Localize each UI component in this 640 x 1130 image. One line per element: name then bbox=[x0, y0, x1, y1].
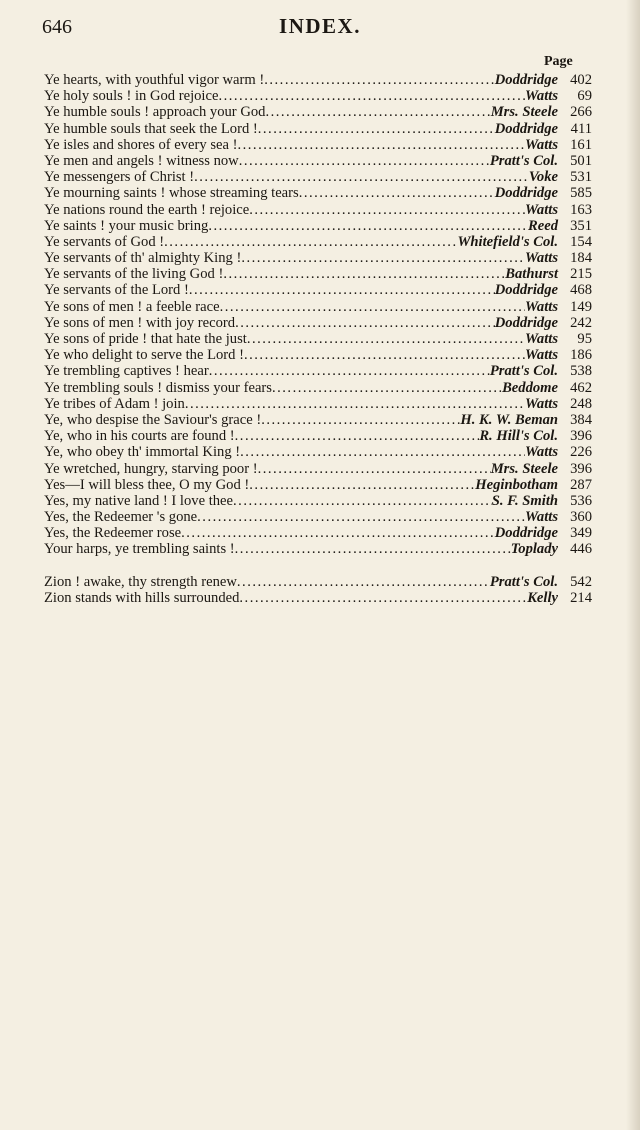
index-entry bbox=[44, 396, 592, 412]
hymn-first-line: Ye nations round the earth ! rejoice bbox=[44, 201, 250, 218]
dot-leader bbox=[194, 169, 529, 185]
dot-leader bbox=[299, 185, 495, 201]
hymn-author: Watts bbox=[525, 347, 558, 364]
index-entry bbox=[44, 185, 592, 201]
hymn-page-number: 538 bbox=[570, 363, 592, 380]
hymn-first-line: Ye servants of God ! bbox=[44, 233, 165, 250]
index-entry bbox=[44, 137, 592, 153]
hymn-first-line: Ye saints ! your music bring bbox=[44, 217, 209, 234]
dot-leader bbox=[208, 218, 528, 234]
index-entry bbox=[44, 299, 592, 315]
index-entry bbox=[44, 574, 592, 590]
hymn-first-line: Ye, who despise the Saviour's grace ! bbox=[44, 411, 262, 428]
index-entry bbox=[44, 218, 592, 234]
hymn-first-line: Yes—I will bless thee, O my God ! bbox=[44, 476, 250, 493]
page-column-label: Page bbox=[544, 54, 573, 69]
hymn-page-number: 154 bbox=[570, 233, 592, 250]
dot-leader bbox=[209, 363, 490, 379]
hymn-page-number: 226 bbox=[570, 444, 592, 461]
index-entry bbox=[44, 331, 592, 347]
index-entry bbox=[44, 590, 592, 606]
dot-leader bbox=[237, 574, 490, 590]
hymn-page-number: 446 bbox=[570, 541, 592, 558]
dot-leader bbox=[265, 104, 490, 120]
dot-leader bbox=[223, 266, 505, 282]
hymn-author: Pratt's Col. bbox=[489, 573, 558, 590]
index-entry bbox=[44, 266, 592, 282]
index-entry bbox=[44, 363, 592, 379]
index-entry bbox=[44, 315, 592, 331]
dot-leader bbox=[220, 299, 525, 315]
dot-leader bbox=[258, 121, 495, 137]
group-separator bbox=[44, 558, 592, 574]
hymn-first-line: Ye mourning saints ! whose streaming tears bbox=[44, 185, 299, 202]
hymn-author: Doddridge bbox=[494, 314, 558, 331]
hymn-author: Doddridge bbox=[494, 525, 558, 542]
dot-leader bbox=[218, 88, 525, 104]
hymn-first-line: Ye servants of the living God ! bbox=[44, 266, 224, 283]
dot-leader bbox=[233, 493, 492, 509]
hymn-author: Mrs. Steele bbox=[490, 460, 558, 477]
hymn-first-line: Ye trembling souls ! dismiss your fears bbox=[44, 379, 272, 396]
hymn-first-line: Yes, the Redeemer rose bbox=[44, 525, 182, 542]
hymn-page-number: 248 bbox=[570, 395, 592, 412]
index-entry bbox=[44, 153, 592, 169]
hymn-author: Voke bbox=[528, 169, 558, 186]
hymn-first-line: Ye servants of the Lord ! bbox=[44, 282, 189, 299]
hymn-author: Watts bbox=[525, 509, 558, 526]
hymn-page-number: 351 bbox=[570, 217, 592, 234]
hymn-author: Mrs. Steele bbox=[490, 104, 558, 121]
hymn-page-number: 242 bbox=[570, 314, 592, 331]
hymn-first-line: Ye, who obey th' immortal King ! bbox=[44, 444, 241, 461]
hymn-author: Doddridge bbox=[494, 282, 558, 299]
index-entry bbox=[44, 412, 592, 428]
hymn-author: Doddridge bbox=[494, 72, 558, 88]
hymn-page-number: 349 bbox=[570, 525, 592, 542]
hymn-author: Whitefield's Col. bbox=[457, 233, 558, 250]
hymn-first-line: Ye wretched, hungry, starving poor ! bbox=[44, 460, 258, 477]
dot-leader bbox=[189, 282, 495, 298]
dot-leader bbox=[235, 315, 495, 331]
hymn-author: Kelly bbox=[527, 589, 558, 606]
hymn-page-number: 468 bbox=[570, 282, 592, 299]
dot-leader bbox=[261, 412, 460, 428]
hymn-first-line: Ye, who in his courts are found ! bbox=[44, 428, 235, 445]
hymn-author: Pratt's Col. bbox=[489, 363, 558, 380]
dot-leader bbox=[235, 541, 511, 557]
hymn-author: Heginbotham bbox=[475, 476, 558, 493]
hymn-page-number: 462 bbox=[570, 379, 592, 396]
index-entry bbox=[44, 121, 592, 137]
hymn-author: Toplady bbox=[510, 541, 558, 558]
hymn-author: Bathurst bbox=[505, 266, 558, 283]
index-entry bbox=[44, 234, 592, 250]
hymn-author: Watts bbox=[525, 331, 558, 347]
dot-leader bbox=[181, 525, 495, 541]
index-entry bbox=[44, 347, 592, 363]
hymn-page-number: 161 bbox=[570, 136, 592, 153]
page-edge-shadow bbox=[626, 0, 640, 1130]
hymn-first-line: Ye humble souls that seek the Lord ! bbox=[44, 120, 258, 137]
dot-leader bbox=[247, 331, 525, 347]
index-entry bbox=[44, 250, 592, 266]
hymn-page-number: 214 bbox=[570, 589, 592, 606]
hymn-first-line: Ye isles and shores of every sea ! bbox=[44, 136, 238, 153]
hymn-page-number: 360 bbox=[570, 509, 592, 526]
hymn-page-number: 266 bbox=[570, 104, 592, 121]
hymn-author: R. Hill's Col. bbox=[479, 428, 558, 445]
dot-leader bbox=[249, 477, 475, 493]
hymn-page-number: 396 bbox=[570, 460, 592, 477]
hymn-author: Watts bbox=[525, 298, 558, 315]
hymn-first-line: Your harps, ye trembling saints ! bbox=[44, 541, 235, 558]
page-title: INDEX. bbox=[279, 14, 361, 38]
index-entry bbox=[44, 428, 592, 444]
hymn-page-number: 163 bbox=[570, 201, 592, 218]
hymn-page-number: 184 bbox=[570, 250, 592, 267]
hymn-author: Watts bbox=[525, 88, 558, 105]
hymn-page-number: 95 bbox=[577, 331, 592, 347]
hymn-first-line: Zion stands with hills surrounded bbox=[44, 589, 240, 606]
hymn-page-number: 215 bbox=[570, 266, 592, 283]
hymn-page-number: 501 bbox=[570, 152, 592, 169]
index-entry bbox=[44, 541, 592, 557]
hymn-author: Watts bbox=[525, 250, 558, 267]
hymn-author: Watts bbox=[525, 136, 558, 153]
hymn-first-line: Zion ! awake, thy strength renew bbox=[44, 573, 237, 590]
dot-leader bbox=[237, 137, 525, 153]
index-entry bbox=[44, 525, 592, 541]
index-entry bbox=[44, 104, 592, 120]
hymn-first-line: Ye trembling captives ! hear bbox=[44, 363, 209, 380]
index-entry bbox=[44, 493, 592, 509]
hymn-page-number: 542 bbox=[570, 573, 592, 590]
index-entry bbox=[44, 509, 592, 525]
dot-leader bbox=[240, 444, 525, 460]
hymn-author: Reed bbox=[528, 217, 558, 234]
hymn-first-line: Ye sons of men ! with joy record bbox=[44, 314, 236, 331]
hymn-author: Watts bbox=[525, 444, 558, 461]
hymn-author: Watts bbox=[525, 395, 558, 412]
hymn-page-number: 396 bbox=[570, 428, 592, 445]
hymn-author: S. F. Smith bbox=[491, 492, 558, 509]
hymn-first-line: Ye holy souls ! in God rejoice bbox=[44, 88, 219, 105]
hymn-author: H. K. W. Beman bbox=[460, 411, 558, 428]
index-entry bbox=[44, 477, 592, 493]
hymn-author: Doddridge bbox=[494, 120, 558, 137]
hymn-page-number: 287 bbox=[570, 476, 592, 493]
index-entry bbox=[44, 169, 592, 185]
hymn-page-number: 531 bbox=[570, 169, 592, 186]
hymn-page-number: 149 bbox=[570, 298, 592, 315]
dot-leader bbox=[244, 347, 525, 363]
dot-leader bbox=[235, 428, 480, 444]
hymn-first-line: Ye servants of th' almighty King ! bbox=[44, 250, 242, 267]
hymn-author: Doddridge bbox=[494, 185, 558, 202]
hymn-author: Pratt's Col. bbox=[489, 152, 558, 169]
index-entry bbox=[44, 88, 592, 104]
hymn-page-number: 69 bbox=[577, 88, 592, 105]
index-entry bbox=[44, 461, 592, 477]
index-entry bbox=[44, 202, 592, 218]
hymn-first-line: Yes, my native land ! I love thee bbox=[44, 492, 234, 509]
dot-leader bbox=[239, 590, 527, 606]
index-list bbox=[44, 72, 592, 606]
hymn-page-number: 536 bbox=[570, 492, 592, 509]
hymn-first-line: Ye men and angels ! witness now bbox=[44, 152, 239, 169]
page-number: 646 bbox=[42, 16, 72, 38]
dot-leader bbox=[164, 234, 457, 250]
hymn-page-number: 384 bbox=[570, 411, 592, 428]
hymn-author: Watts bbox=[525, 201, 558, 218]
index-entry bbox=[44, 72, 592, 88]
dot-leader bbox=[258, 461, 491, 477]
index-entry bbox=[44, 282, 592, 298]
dot-leader bbox=[197, 509, 525, 525]
hymn-page-number: 402 bbox=[570, 72, 592, 88]
hymn-first-line: Yes, the Redeemer 's gone bbox=[44, 509, 198, 526]
hymn-first-line: Ye hearts, with youthful vigor warm ! bbox=[44, 72, 265, 88]
dot-leader bbox=[264, 72, 495, 88]
hymn-first-line: Ye messengers of Christ ! bbox=[44, 169, 195, 186]
hymn-page-number: 585 bbox=[570, 185, 592, 202]
dot-leader bbox=[241, 250, 525, 266]
hymn-first-line: Ye tribes of Adam ! join bbox=[44, 395, 185, 412]
index-entry bbox=[44, 380, 592, 396]
hymn-page-number: 411 bbox=[570, 120, 592, 137]
hymn-first-line: Ye humble souls ! approach your God bbox=[44, 104, 266, 121]
dot-leader bbox=[239, 153, 490, 169]
hymn-first-line: Ye who delight to serve the Lord ! bbox=[44, 347, 244, 364]
dot-leader bbox=[272, 380, 502, 396]
hymn-page-number: 186 bbox=[570, 347, 592, 364]
index-entry bbox=[44, 444, 592, 460]
dot-leader bbox=[185, 396, 525, 412]
hymn-author: Beddome bbox=[502, 379, 558, 396]
dot-leader bbox=[249, 202, 525, 218]
hymn-first-line: Ye sons of pride ! that hate the just bbox=[44, 331, 247, 347]
hymn-first-line: Ye sons of men ! a feeble race bbox=[44, 298, 220, 315]
